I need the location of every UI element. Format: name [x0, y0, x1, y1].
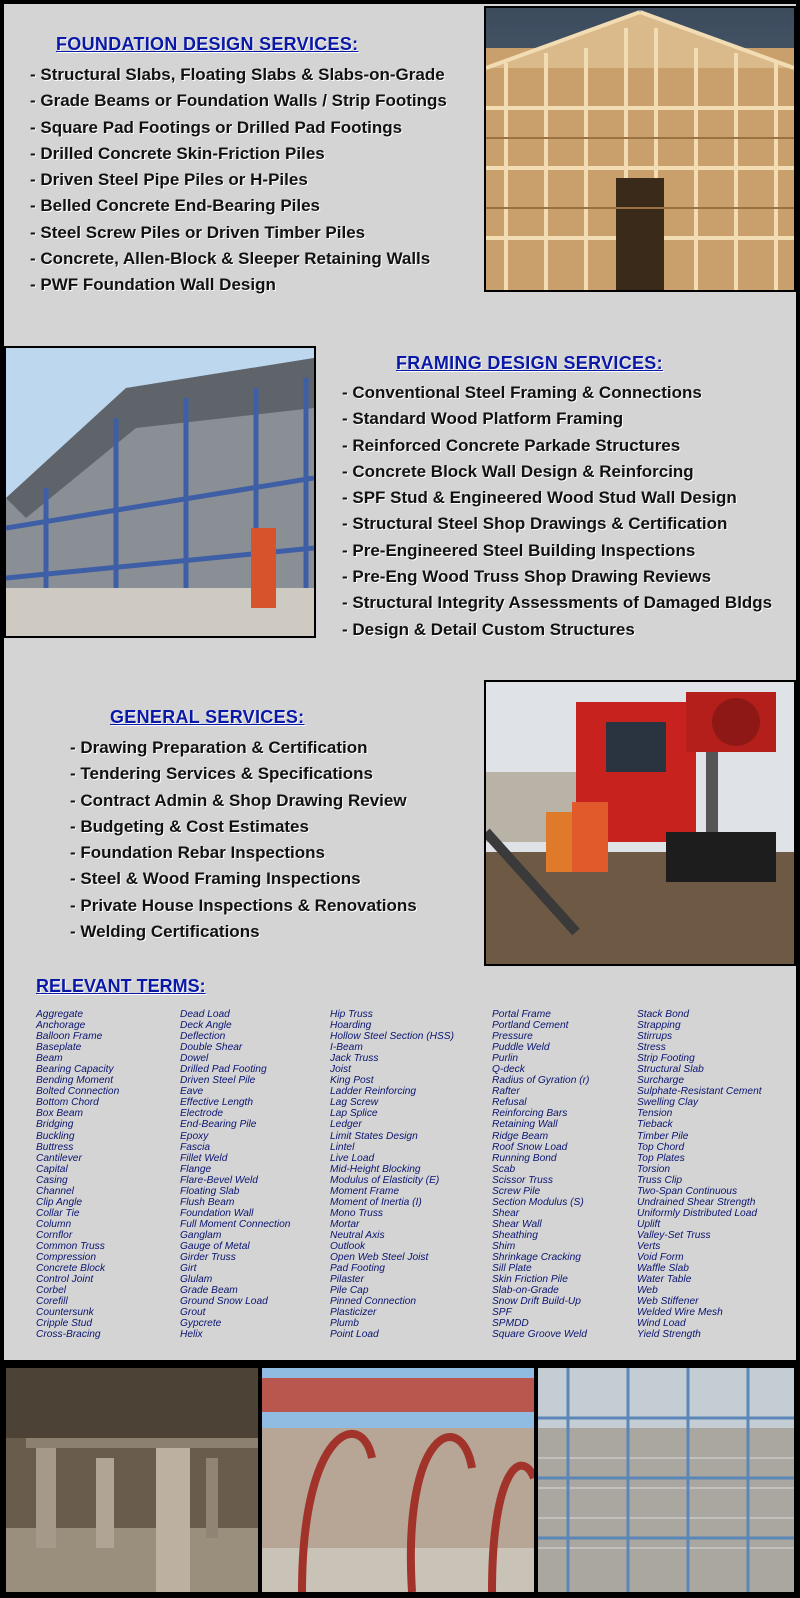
term-item: Moment of Inertia (I): [330, 1196, 422, 1208]
framing-service-item: - Structural Integrity Assessments of Damaged Bldgs: [342, 593, 773, 613]
term-item: Ridge Beam: [492, 1130, 549, 1142]
term-item: Radius of Gyration (r): [492, 1075, 590, 1087]
term-item: Hip Truss: [330, 1009, 373, 1020]
term-item: Gauge of Metal: [180, 1240, 250, 1252]
term-item: Tension: [637, 1108, 673, 1120]
term-item: Bolted Connection: [36, 1086, 120, 1098]
term-item: Scab: [492, 1163, 516, 1175]
term-item: Grout: [180, 1307, 206, 1319]
term-item: Foundation Wall: [180, 1207, 254, 1219]
terms-column-1: [36, 1009, 119, 1340]
term-item: Shim: [492, 1240, 516, 1252]
term-item: Pilaster: [330, 1274, 364, 1286]
term-item: Gypcrete: [180, 1318, 222, 1330]
term-item: Plumb: [330, 1318, 359, 1330]
term-item: Live Load: [330, 1152, 375, 1164]
term-item: Pad Footing: [330, 1263, 385, 1275]
general-service-item: - Steel & Wood Framing Inspections: [70, 869, 361, 889]
term-item: Girder Truss: [180, 1252, 236, 1264]
term-item: Cross-Bracing: [36, 1329, 101, 1341]
term-item: Helix: [180, 1329, 203, 1341]
term-item: Stack Bond: [637, 1009, 690, 1020]
term-item: Water Table: [637, 1274, 692, 1286]
term-item: Roof Snow Load: [492, 1141, 568, 1153]
term-item: Uplift: [637, 1218, 661, 1230]
framing-service-item: - Pre-Engineered Steel Building Inspections: [342, 540, 696, 560]
term-item: Ladder Reinforcing: [330, 1086, 417, 1098]
pile-drilling-photo: [484, 680, 796, 966]
term-item: Open Web Steel Joist: [330, 1252, 429, 1264]
general-service-item: - Private House Inspections & Renovations: [70, 895, 417, 915]
foundation-service-item: - Concrete, Allen-Block & Sleeper Retaining Walls: [30, 249, 431, 269]
term-item: Mid-Height Blocking: [330, 1163, 421, 1175]
term-item: Waffle Slab: [637, 1263, 689, 1275]
term-item: Grade Beam: [180, 1285, 238, 1297]
term-item: Full Moment Connection: [180, 1218, 291, 1230]
term-item: Countersunk: [36, 1307, 94, 1319]
foundation-service-item: - Belled Concrete End-Bearing Piles: [30, 196, 321, 216]
term-item: Hoarding: [330, 1020, 372, 1032]
term-item: Skin Friction Pile: [492, 1274, 568, 1286]
term-item: Dead Load: [180, 1009, 230, 1020]
term-item: Mono Truss: [330, 1207, 384, 1219]
term-item: Bearing Capacity: [36, 1064, 114, 1076]
terms-column-2: [180, 1009, 290, 1340]
term-item: Balloon Frame: [36, 1031, 103, 1043]
term-item: King Post: [330, 1075, 374, 1087]
term-item: Epoxy: [180, 1130, 209, 1142]
term-item: Rafter: [492, 1086, 520, 1098]
term-item: Electrode: [180, 1108, 224, 1120]
term-item: Moment Frame: [330, 1185, 400, 1197]
foundation-service-item: - Structural Slabs, Floating Slabs & Slabs-on-Grade: [30, 65, 445, 84]
general-service-item: - Welding Certifications: [70, 922, 260, 942]
term-item: Double Shear: [180, 1042, 243, 1054]
term-item: Eave: [180, 1086, 204, 1098]
term-item: Void Form: [637, 1252, 684, 1264]
term-item: Casing: [36, 1174, 68, 1186]
term-item: Cantilever: [36, 1152, 82, 1164]
term-item: Point Load: [330, 1329, 379, 1341]
term-item: Flange: [180, 1163, 212, 1175]
term-item: Mortar: [330, 1218, 360, 1230]
term-item: Screw Pile: [492, 1185, 541, 1197]
term-item: Corbel: [36, 1285, 67, 1297]
term-item: Bending Moment: [36, 1075, 114, 1087]
foundation-heading: FOUNDATION DESIGN SERVICES:: [56, 34, 359, 54]
term-item: Strapping: [637, 1020, 681, 1032]
term-item: Capital: [36, 1163, 68, 1175]
term-item: Common Truss: [36, 1240, 105, 1252]
term-item: Fillet Weld: [180, 1152, 228, 1164]
term-item: Top Chord: [637, 1141, 685, 1153]
term-item: Glulam: [180, 1274, 213, 1286]
term-item: Running Bond: [492, 1152, 557, 1164]
term-item: Limit States Design: [330, 1130, 418, 1142]
term-item: Deck Angle: [180, 1020, 232, 1032]
term-item: Snow Drift Build-Up: [492, 1296, 581, 1308]
term-item: Lap Splice: [330, 1108, 378, 1120]
term-item: End-Bearing Pile: [180, 1119, 257, 1131]
term-item: Beam: [36, 1053, 63, 1065]
term-item: Jack Truss: [330, 1053, 379, 1065]
term-item: Outlook: [330, 1240, 366, 1252]
term-item: Dowel: [180, 1053, 209, 1065]
term-item: Channel: [36, 1185, 74, 1197]
term-item: Baseplate: [36, 1042, 82, 1054]
wood-framing-photo: [484, 6, 796, 292]
term-item: Two-Span Continuous: [637, 1185, 738, 1197]
general-services-list: [70, 735, 417, 945]
term-item: Yield Strength: [637, 1329, 701, 1341]
term-item: Box Beam: [36, 1108, 83, 1120]
term-item: Flare-Bevel Weld: [180, 1174, 258, 1186]
relevant-terms-heading: RELEVANT TERMS:: [36, 976, 206, 996]
term-item: Pile Cap: [330, 1285, 369, 1297]
terms-column-5: [637, 1009, 762, 1340]
foundation-service-item: - Steel Screw Piles or Driven Timber Piles: [30, 222, 366, 242]
term-item: Flush Beam: [180, 1196, 235, 1208]
framing-service-item: - Pre-Eng Wood Truss Shop Drawing Reviews: [342, 567, 712, 587]
term-item: Effective Length: [180, 1097, 254, 1109]
term-item: Anchorage: [36, 1020, 86, 1032]
term-item: Top Plates: [637, 1152, 685, 1164]
framing-service-item: - Design & Detail Custom Structures: [342, 619, 635, 639]
terms-column-3: [330, 1009, 454, 1340]
term-item: Control Joint: [36, 1274, 94, 1286]
term-item: Ganglam: [180, 1229, 222, 1241]
term-item: Strip Footing: [637, 1053, 695, 1065]
term-item: Slab-on-Grade: [492, 1285, 559, 1297]
terms-column-4: [492, 1009, 589, 1340]
term-item: Web Stiffener: [637, 1296, 699, 1308]
term-item: Welded Wire Mesh: [637, 1307, 723, 1319]
term-item: SPF: [492, 1307, 512, 1319]
term-item: Hollow Steel Section (HSS): [330, 1031, 454, 1043]
term-item: Neutral Axis: [330, 1229, 385, 1241]
term-item: Column: [36, 1218, 72, 1230]
term-item: Timber Pile: [637, 1130, 689, 1142]
term-item: I-Beam: [330, 1042, 363, 1054]
general-service-item: - Budgeting & Cost Estimates: [70, 816, 309, 836]
foundation-services-list: [30, 62, 447, 299]
term-item: Bridging: [36, 1119, 74, 1131]
term-item: Stirrups: [637, 1031, 673, 1043]
term-item: Ground Snow Load: [180, 1296, 268, 1308]
framing-services-list: [342, 380, 772, 643]
term-item: Pressure: [492, 1031, 533, 1043]
framing-heading: FRAMING DESIGN SERVICES:: [396, 353, 663, 373]
framing-service-item: - Concrete Block Wall Design & Reinforcing: [342, 461, 694, 481]
term-item: Q-deck: [492, 1064, 525, 1076]
term-item: Truss Clip: [637, 1174, 683, 1186]
term-item: Shear Wall: [492, 1218, 542, 1230]
steel-arches-photo: [260, 1366, 536, 1594]
term-item: Buttress: [36, 1141, 74, 1153]
term-item: Lag Screw: [330, 1097, 379, 1109]
term-item: Surcharge: [637, 1075, 685, 1087]
term-item: Plasticizer: [330, 1307, 377, 1319]
term-item: Reinforcing Bars: [492, 1108, 568, 1120]
block-wall-scaffold-photo: [536, 1366, 796, 1594]
term-item: Web: [637, 1285, 658, 1297]
term-item: Clip Angle: [36, 1196, 83, 1208]
term-item: Pinned Connection: [330, 1296, 417, 1308]
framing-service-item: - Conventional Steel Framing & Connections: [342, 383, 702, 402]
term-item: Portal Frame: [492, 1009, 551, 1020]
term-item: Verts: [637, 1240, 661, 1252]
term-item: Valley-Set Truss: [637, 1229, 711, 1241]
foundation-service-item: - Grade Beams or Foundation Walls / Strip Footings: [30, 91, 447, 111]
general-heading: GENERAL SERVICES:: [110, 707, 305, 727]
term-item: Aggregate: [36, 1009, 84, 1020]
term-item: Structural Slab: [637, 1064, 704, 1076]
term-item: Corefill: [36, 1296, 68, 1308]
term-item: Compression: [36, 1252, 97, 1264]
term-item: Stress: [637, 1042, 666, 1054]
term-item: Floating Slab: [180, 1185, 240, 1197]
term-item: Bottom Chord: [36, 1097, 99, 1109]
term-item: SPMDD: [492, 1318, 529, 1330]
term-item: Cornflor: [36, 1229, 73, 1241]
framing-service-item: - Standard Wood Platform Framing: [342, 409, 624, 429]
framing-service-item: - SPF Stud & Engineered Wood Stud Wall Design: [342, 488, 737, 508]
framing-service-item: - Reinforced Concrete Parkade Structures: [342, 435, 681, 455]
term-item: Driven Steel Pile: [180, 1075, 256, 1087]
foundation-service-item: - Drilled Concrete Skin-Friction Piles: [30, 143, 325, 163]
term-item: Swelling Clay: [637, 1097, 699, 1109]
term-item: Concrete Block: [36, 1263, 106, 1275]
general-service-item: - Contract Admin & Shop Drawing Review: [70, 790, 407, 810]
general-service-item: - Drawing Preparation & Certification: [70, 738, 368, 757]
term-item: Sulphate-Resistant Cement: [637, 1086, 762, 1098]
term-item: Sheathing: [492, 1229, 538, 1241]
framing-service-item: - Structural Steel Shop Drawings & Certification: [342, 514, 728, 534]
term-item: Tieback: [637, 1119, 673, 1131]
term-item: Section Modulus (S): [492, 1196, 584, 1208]
term-item: Shear: [492, 1207, 520, 1219]
term-item: Uniformly Distributed Load: [637, 1207, 758, 1219]
term-item: Fascia: [180, 1141, 211, 1153]
foundation-service-item: - Square Pad Footings or Drilled Pad Footings: [30, 117, 403, 137]
term-item: Torsion: [637, 1163, 671, 1175]
term-item: Portland Cement: [492, 1020, 569, 1032]
term-item: Buckling: [36, 1130, 75, 1142]
term-item: Modulus of Elasticity (E): [330, 1174, 440, 1186]
term-item: Girt: [180, 1263, 197, 1275]
term-item: Sill Plate: [492, 1263, 532, 1275]
term-item: Purlin: [492, 1053, 519, 1065]
term-item: Retaining Wall: [492, 1119, 558, 1131]
general-service-item: - Tendering Services & Specifications: [70, 764, 373, 784]
term-item: Joist: [330, 1064, 351, 1076]
general-service-item: - Foundation Rebar Inspections: [70, 843, 326, 863]
term-item: Deflection: [180, 1031, 226, 1043]
term-item: Undrained Shear Strength: [637, 1196, 756, 1208]
term-item: Drilled Pad Footing: [180, 1064, 267, 1076]
term-item: Refusal: [492, 1097, 527, 1109]
term-item: Shrinkage Cracking: [492, 1252, 581, 1264]
term-item: Cripple Stud: [36, 1318, 93, 1330]
term-item: Ledger: [330, 1119, 362, 1131]
parkade-photo: [4, 1366, 260, 1594]
term-item: Lintel: [330, 1141, 355, 1153]
term-item: Collar Tie: [36, 1207, 80, 1219]
term-item: Wind Load: [637, 1318, 686, 1330]
term-item: Puddle Weld: [492, 1042, 550, 1054]
foundation-service-item: - PWF Foundation Wall Design: [30, 275, 276, 295]
foundation-service-item: - Driven Steel Pipe Piles or H-Piles: [30, 170, 308, 190]
steel-framing-photo: [4, 346, 316, 638]
term-item: Scissor Truss: [492, 1174, 553, 1186]
term-item: Square Groove Weld: [492, 1329, 587, 1341]
